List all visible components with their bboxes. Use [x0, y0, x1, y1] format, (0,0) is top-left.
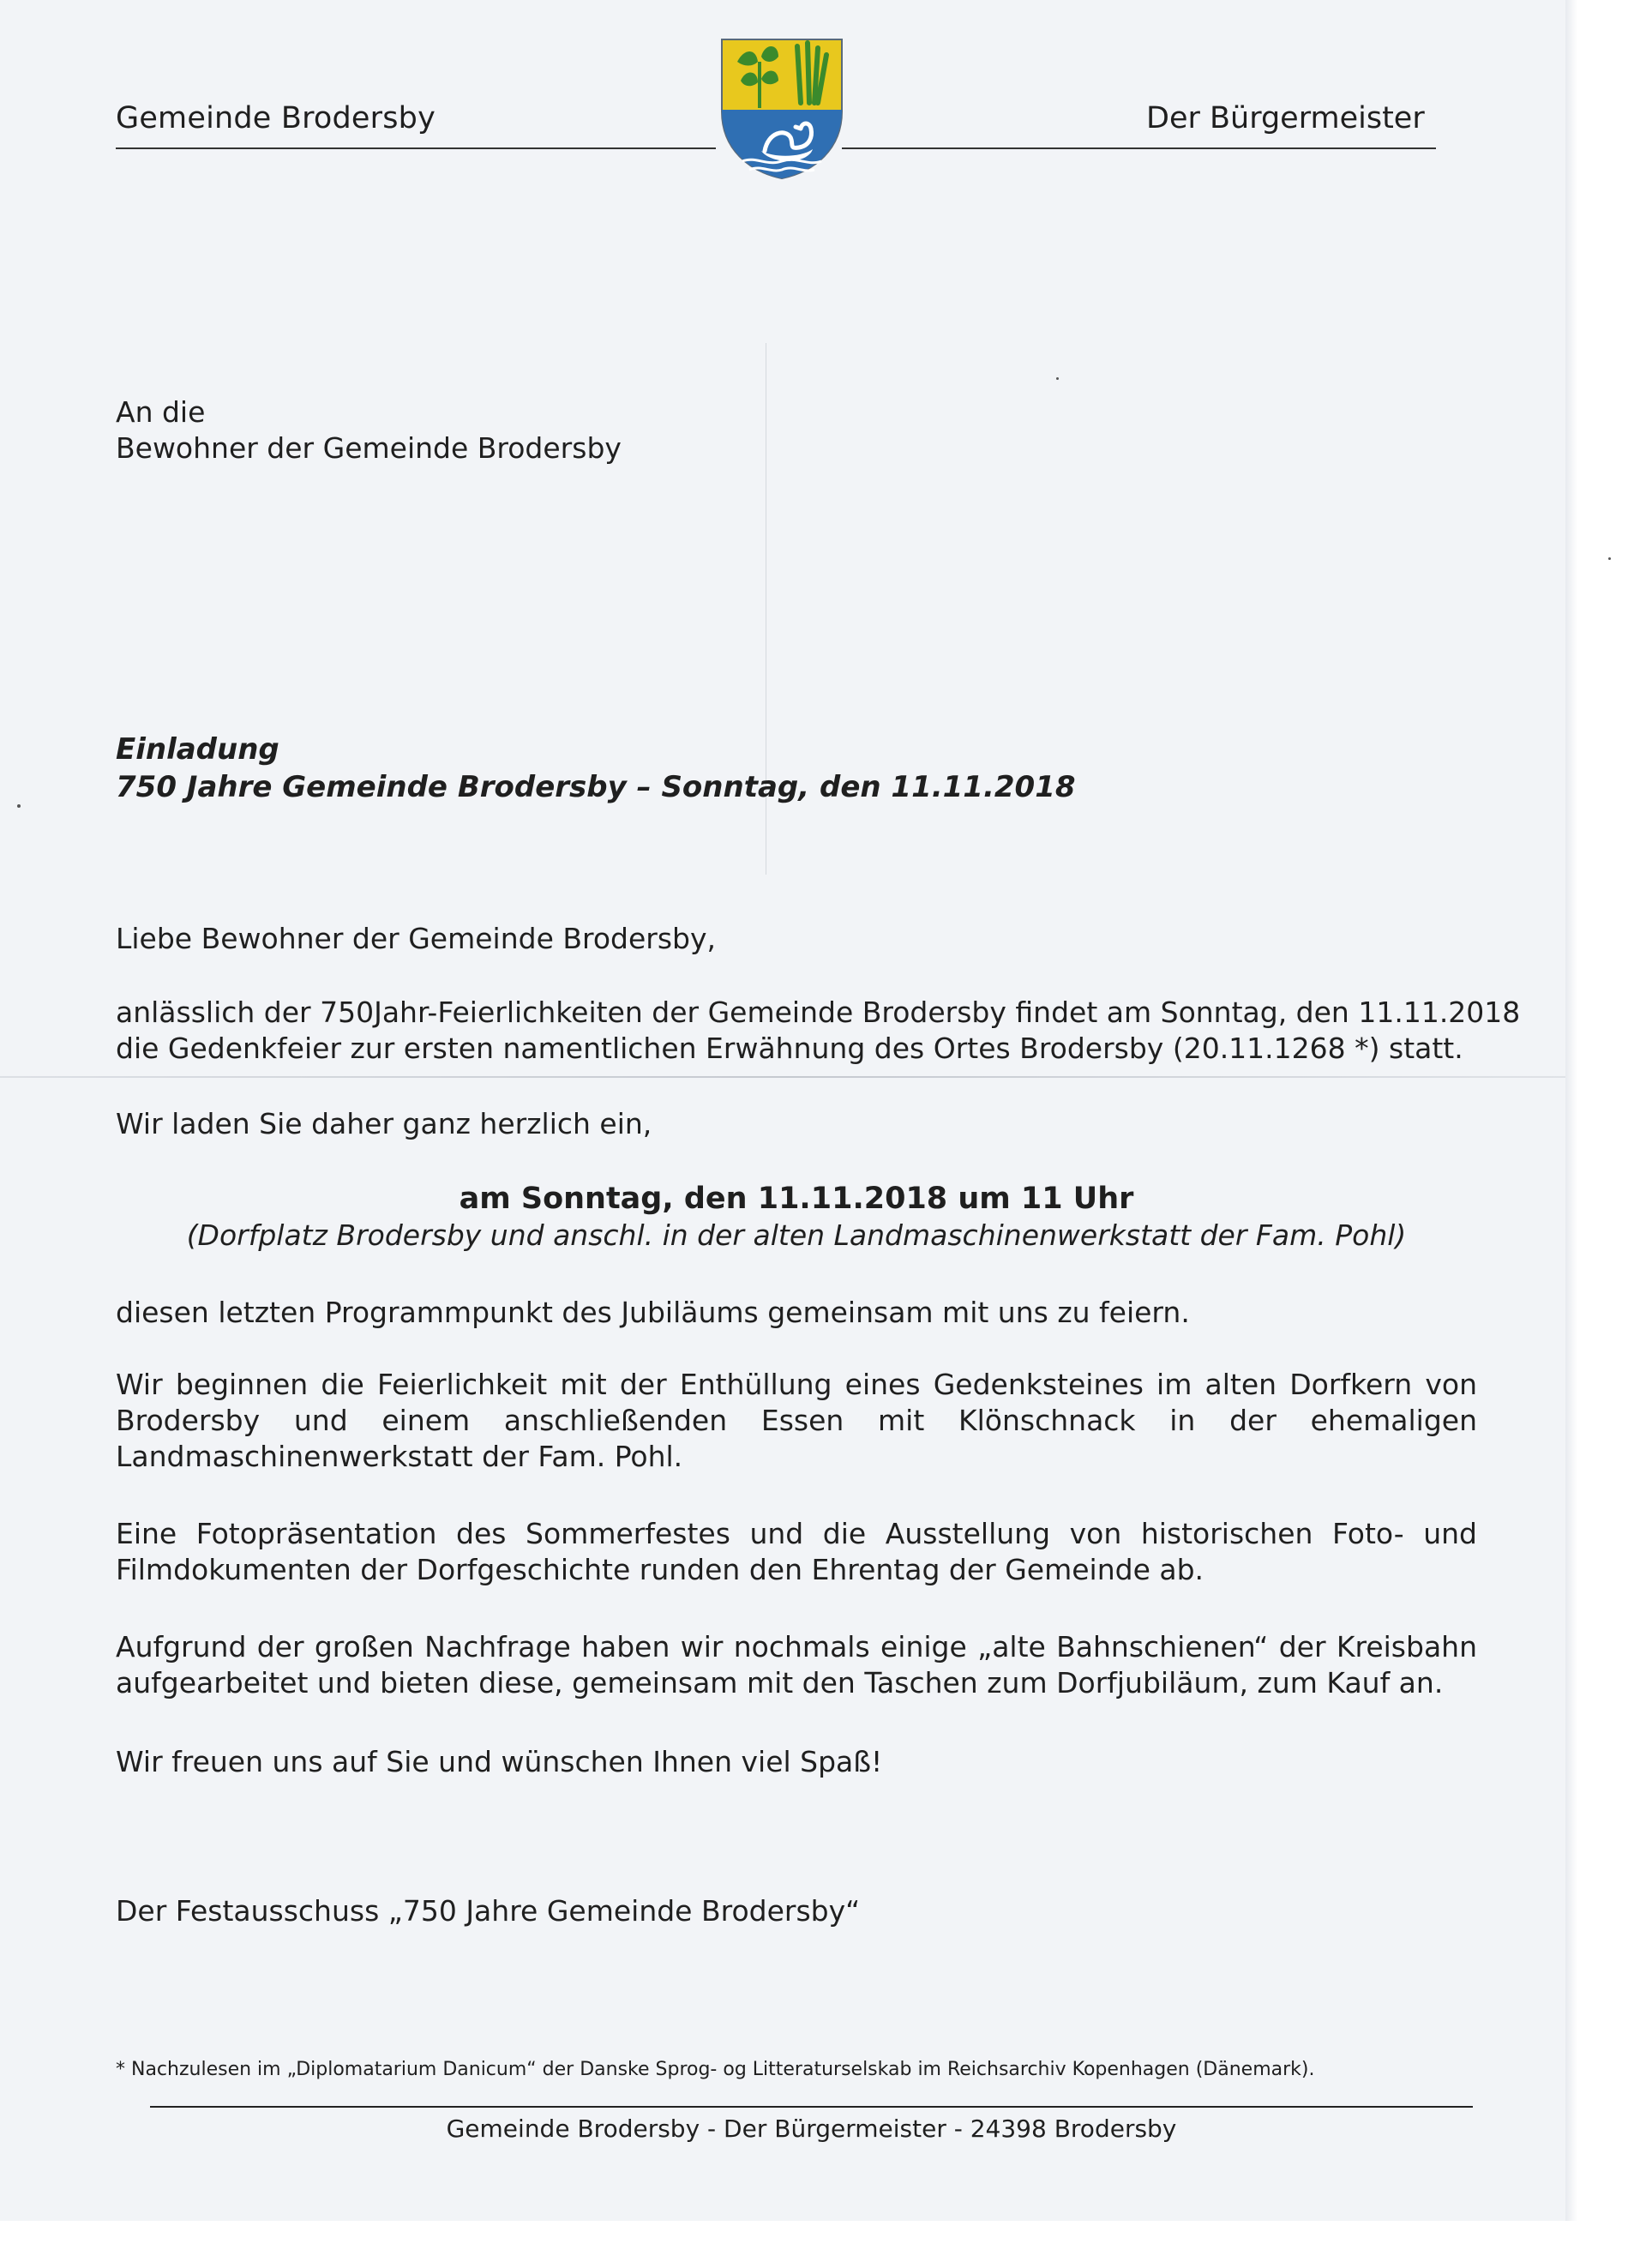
- salutation: Liebe Bewohner der Gemeinde Brodersby,: [116, 922, 717, 955]
- paragraph-4: Aufgrund der großen Nachfrage haben wir nochmals einige „alte Bahnschienen“ der Kreisbahn aufgearbeitet und bieten diese, gemeinsam mit den Taschen zum Dorfjubiläum, zum Kauf an.: [116, 1630, 1477, 1699]
- recipient-line-2: Bewohner der Gemeinde Brodersby: [116, 431, 622, 465]
- paper-speck: [1056, 377, 1059, 380]
- paper-fold-horizontal: [0, 1076, 1577, 1078]
- recipient-line-1: An die: [116, 395, 206, 429]
- subject-title: 750 Jahre Gemeinde Brodersby – Sonntag, den 11.11.2018: [116, 770, 1076, 804]
- paper-speck: [17, 804, 21, 808]
- footer-address: Gemeinde Brodersby - Der Bürgermeister - 24398 Brodersby: [446, 2115, 1177, 2143]
- event-follow-up: diesen letzten Programmpunkt des Jubiläums gemeinsam mit uns zu feiern.: [116, 1296, 1190, 1329]
- event-location: (Dorfplatz Brodersby und anschl. in der alten Landmaschinenwerkstatt der Fam. Pohl): [186, 1218, 1407, 1252]
- paragraph-1-line-1: anlässlich der 750Jahr-Feierlichkeiten der Gemeinde Brodersby findet am Sonntag, den 11.11.2018: [116, 996, 1521, 1029]
- event-date-time: am Sonntag, den 11.11.2018 um 11 Uhr: [459, 1182, 1134, 1216]
- header-rule-right: [842, 147, 1436, 149]
- invitation-sentence: Wir laden Sie daher ganz herzlich ein,: [116, 1107, 652, 1140]
- municipality-name: Gemeinde Brodersby: [116, 101, 436, 135]
- mayor-title: Der Bürgermeister: [1146, 101, 1425, 135]
- paragraph-1-line-2: die Gedenkfeier zur ersten namentlichen Erwähnung des Ortes Brodersby (20.11.1268 *) statt.: [116, 1032, 1463, 1065]
- swan-coat-of-arms-icon: [718, 36, 845, 180]
- paragraph-2: Wir beginnen die Feierlichkeit mit der Enthüllung eines Gedenksteines im alten Dorfkern von Brodersby und einem anschließenden Essen mit Klönschnack in der ehemaligen Landmaschinenwerkstatt der Fam. Pohl.: [116, 1368, 1477, 1473]
- footnote: * Nachzulesen im „Diplomatarium Danicum“ der Danske Sprog- og Litteraturselskab im Reichsarchiv Kopenhagen (Dänemark).: [116, 2059, 1315, 2080]
- closing-sentence: Wir freuen uns auf Sie und wünschen Ihnen viel Spaß!: [116, 1745, 883, 1778]
- header-rule-left: [116, 147, 716, 149]
- paper-speck: [1608, 557, 1611, 560]
- subject-invitation: Einladung: [116, 732, 279, 767]
- paragraph-3: Eine Fotopräsentation des Sommerfestes und die Ausstellung von historischen Foto- und Filmdokumenten der Dorfgeschichte runden den Ehrentag der Gemeinde ab.: [116, 1517, 1477, 1586]
- signature: Der Festausschuss „750 Jahre Gemeinde Brodersby“: [116, 1894, 861, 1928]
- footer-rule: [150, 2106, 1473, 2108]
